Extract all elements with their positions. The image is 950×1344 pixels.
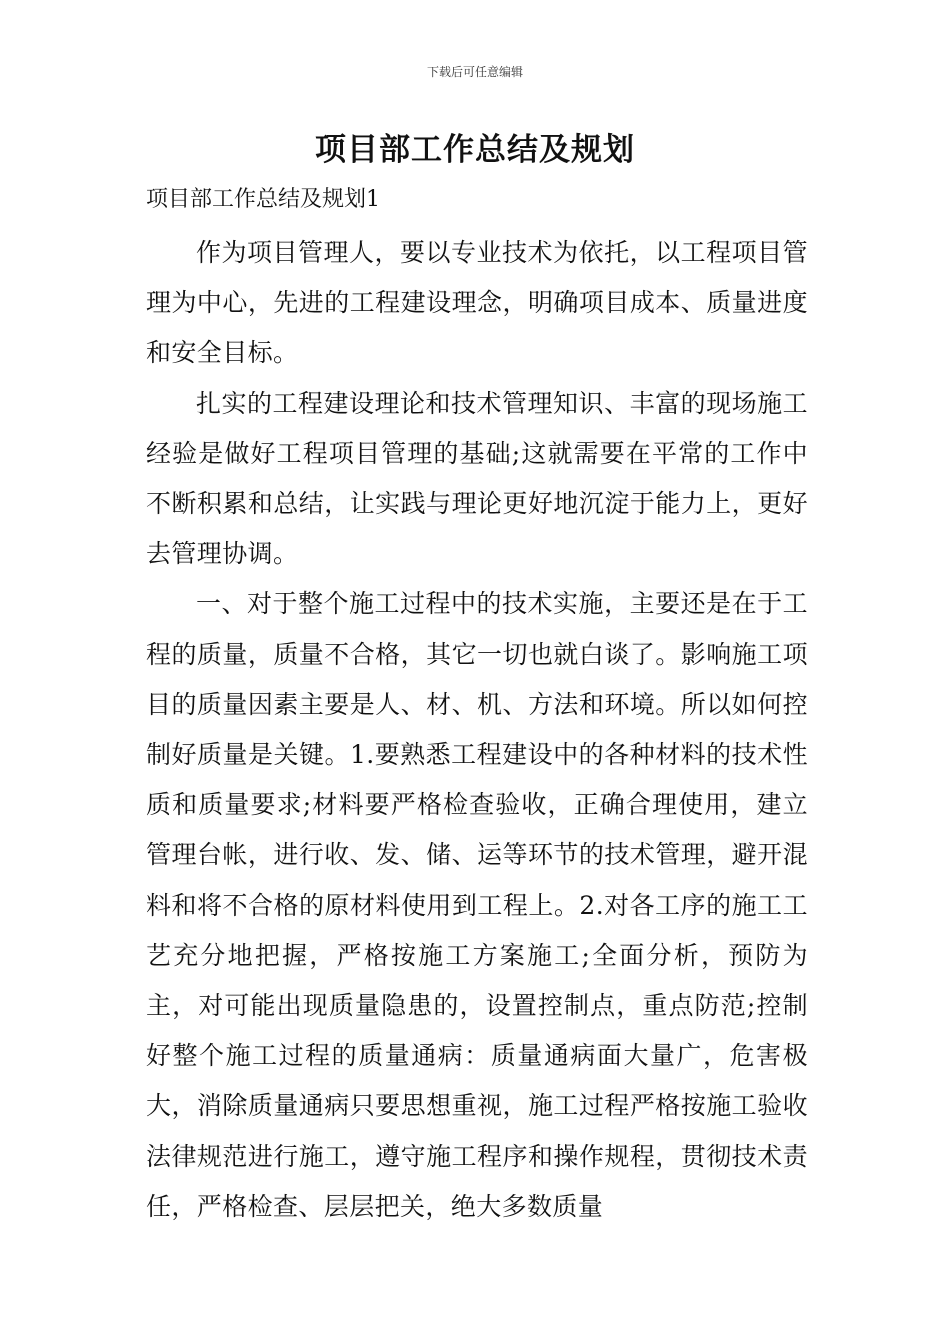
document-body bbox=[146, 228, 808, 1232]
paragraph-foundation: 扎实的工程建设理论和技术管理知识、丰富的现场施工经验是做好工程项目管理的基础;这就需要在平常的工作中不断积累和总结，让实践与理论更好地沉淀于能力上，更好去管理协调。 bbox=[146, 388, 808, 569]
page-header-note: 下载后可任意编辑 bbox=[426, 65, 523, 79]
section-subtitle: 项目部工作总结及规划1 bbox=[146, 187, 380, 212]
paragraph-quality-control: 一、对于整个施工过程中的技术实施，主要还是在于工程的质量，质量不合格，其它一切也就白谈了。影响施工项目的质量因素主要是人、材、机、方法和环境。所以如何控制好质量是关键。1.要熟悉工程建设中的各种材料的技术性质和质量要求;材料要严格检查验收，正确合理使用，建立管理台帐，进行收、发、储、运等环节的技术管理，避开混料和将不合格的原材料使用到工程上。2.对各工序的施工工艺充分地把握，严格按施工方案施工;全面分析，预防为主，对可能出现质量隐患的，设置控制点，重点防范;控制好整个施工过程的质量通病：质量通病面大量广，危害极大，消除质量通病只要思想重视，施工过程严格按施工验收法律规范进行施工，遵守施工程序和操作规程，贯彻技术责任，严格检查、层层把关，绝大多数质量 bbox=[146, 589, 808, 1221]
paragraph-intro: 作为项目管理人，要以专业技术为依托，以工程项目管理为中心，先进的工程建设理念，明确项目成本、质量进度和安全目标。 bbox=[146, 238, 808, 368]
document-title: 项目部工作总结及规划 bbox=[315, 132, 635, 168]
